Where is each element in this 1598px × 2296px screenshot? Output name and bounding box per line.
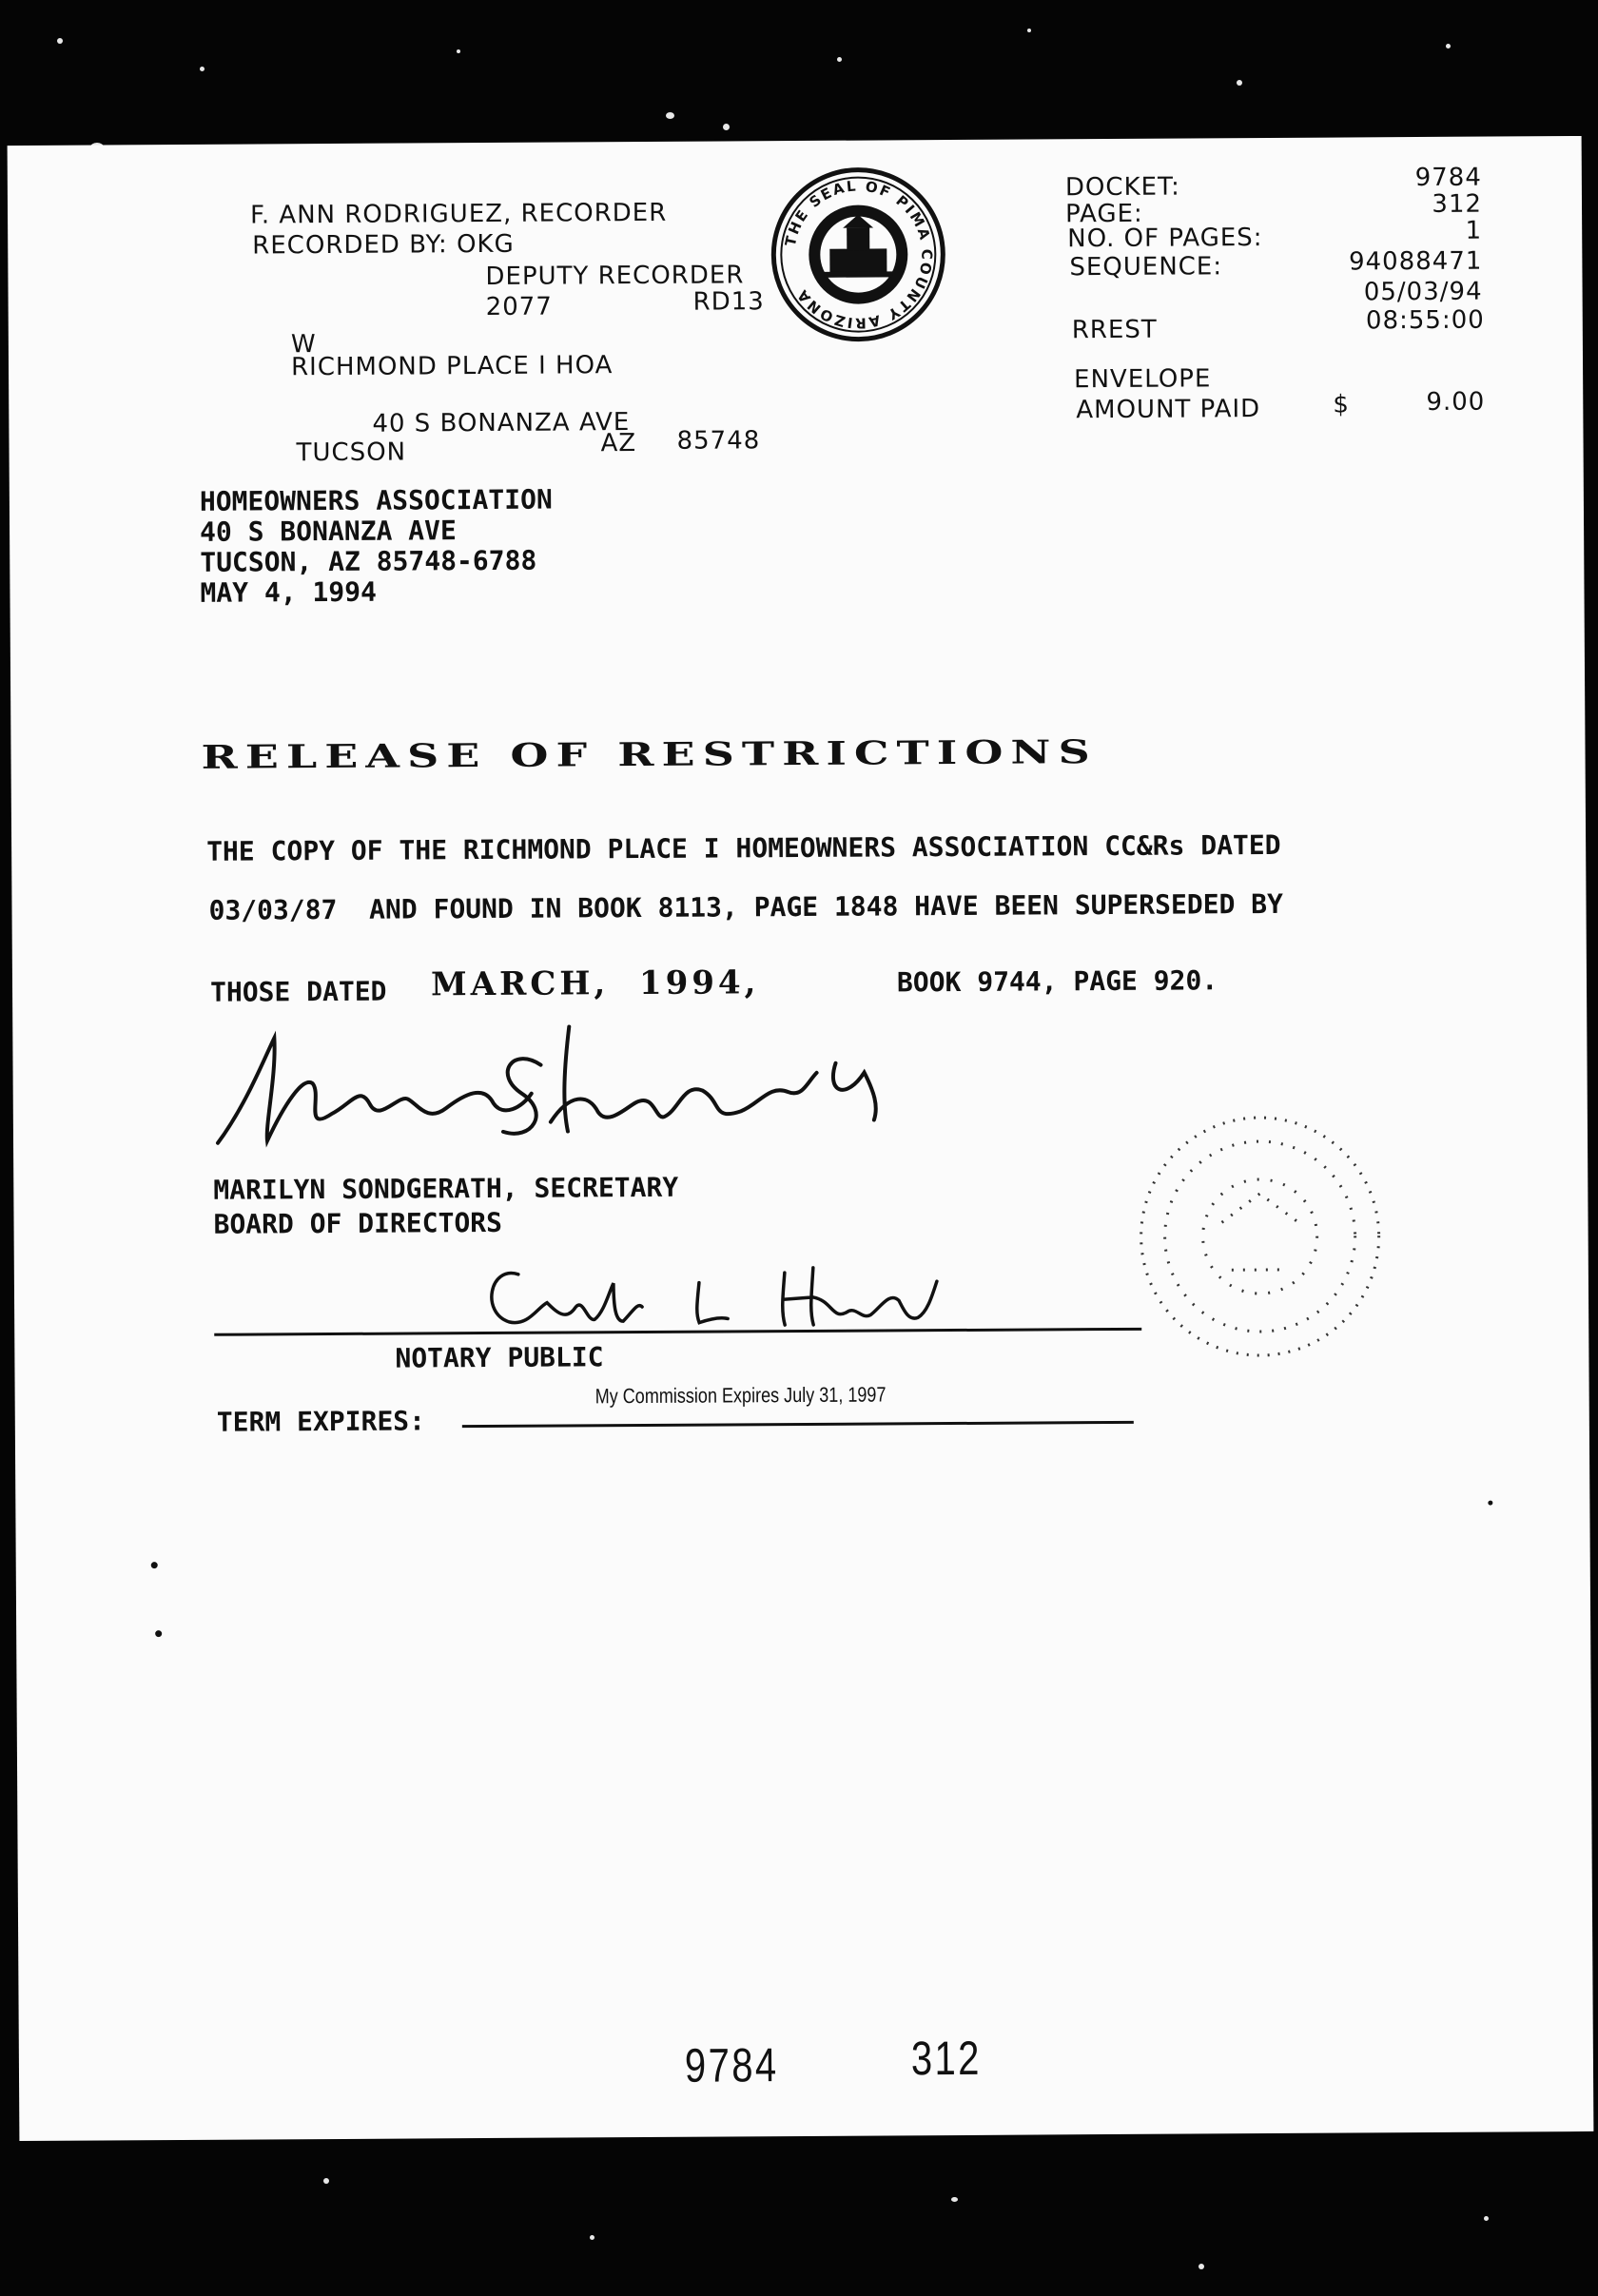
speck [200, 67, 205, 71]
speck [457, 49, 460, 53]
speck [951, 2197, 958, 2202]
notary-signature [471, 1253, 966, 1341]
stray-dot [155, 1630, 162, 1637]
sequence-value: 94088471 [1348, 246, 1483, 277]
document-page [8, 136, 1594, 2141]
amount-paid-label: AMOUNT PAID [1076, 395, 1261, 425]
recorded-by: RECORDED BY: OKG [252, 229, 515, 261]
envelope-label: ENVELOPE [1074, 364, 1212, 395]
docket-value: 9784 [1414, 163, 1482, 193]
board-of-directors: BOARD OF DIRECTORS [213, 1206, 503, 1240]
speck [1484, 2216, 1489, 2221]
speck [57, 38, 63, 44]
speck [1027, 29, 1031, 32]
speck [323, 2178, 329, 2184]
num-pages-value: 1 [1465, 216, 1483, 245]
body-line-3-date: MARCH, 1994, [430, 963, 760, 1004]
addressee-city: TUCSON [296, 438, 407, 468]
speck [666, 112, 674, 119]
svg-text:THE SEAL OF PIMA COUNTY ARIZON: THE SEAL OF PIMA COUNTY ARIZONA [781, 177, 936, 332]
amount-paid-value: 9.00 [1426, 387, 1486, 417]
body-line-3-suffix: BOOK 9744, PAGE 920. [896, 964, 1218, 999]
page-label: PAGE: [1064, 199, 1143, 229]
addressee-street: 40 S BONANZA AVE [372, 408, 631, 438]
speck [1446, 44, 1451, 49]
sender-date: MAY 4, 1994 [200, 575, 378, 609]
body-line-2: 03/03/87 AND FOUND IN BOOK 8113, PAGE 1848 HAVE BEEN SUPERSEDED BY [208, 887, 1284, 926]
num-pages-label: NO. OF PAGES: [1067, 224, 1263, 254]
recorder-name: F. ANN RODRIGUEZ, RECORDER [249, 198, 668, 230]
notary-embossed-seal [1117, 1088, 1404, 1394]
sequence-label: SEQUENCE: [1069, 252, 1223, 282]
addressee-state: AZ [600, 429, 637, 458]
document-title: RELEASE OF RESTRICTIONS [201, 733, 1098, 777]
term-expires-value: My Commission Expires July 31, 1997 [594, 1382, 887, 1409]
term-expires-label: TERM EXPIRES: [216, 1405, 426, 1438]
speck [1237, 80, 1242, 86]
recorder-code: 2077 [485, 292, 553, 322]
stray-dot [151, 1562, 158, 1568]
sender-line-1: HOMEOWNERS ASSOCIATION [199, 483, 553, 517]
notary-public-label: NOTARY PUBLIC [395, 1341, 604, 1374]
secretary-name: MARILYN SONDGERATH, SECRETARY [213, 1171, 679, 1206]
sender-line-2: 40 S BONANZA AVE [199, 515, 457, 548]
rrest-label: RREST [1071, 315, 1158, 345]
footer-page: 312 [910, 2031, 983, 2086]
speck [723, 124, 730, 130]
deputy-recorder: DEPUTY RECORDER [485, 261, 745, 292]
record-time: 08:55:00 [1365, 305, 1485, 336]
body-line-3-prefix: THOSE DATED [209, 975, 387, 1008]
docket-label: DOCKET: [1064, 172, 1180, 203]
speck [1198, 2264, 1204, 2269]
page-value: 312 [1432, 189, 1483, 219]
recorder-w: W [290, 330, 317, 360]
speck [590, 2235, 594, 2240]
currency-symbol: $ [1333, 390, 1350, 419]
stray-dot [1488, 1501, 1492, 1506]
county-seal [769, 165, 948, 344]
addressee-zip: 85748 [676, 426, 761, 456]
secretary-signature [207, 1015, 893, 1161]
recorder-rd: RD13 [692, 287, 765, 317]
footer-docket: 9784 [684, 2038, 779, 2092]
record-date: 05/03/94 [1363, 277, 1483, 307]
addressee: RICHMOND PLACE I HOA [290, 351, 614, 382]
term-expires-line [462, 1421, 1134, 1428]
sender-line-3: TUCSON, AZ 85748-6788 [200, 544, 537, 578]
speck [837, 57, 842, 62]
body-line-1: THE COPY OF THE RICHMOND PLACE I HOMEOWNERS ASSOCIATION CC&Rs DATED [206, 828, 1281, 867]
